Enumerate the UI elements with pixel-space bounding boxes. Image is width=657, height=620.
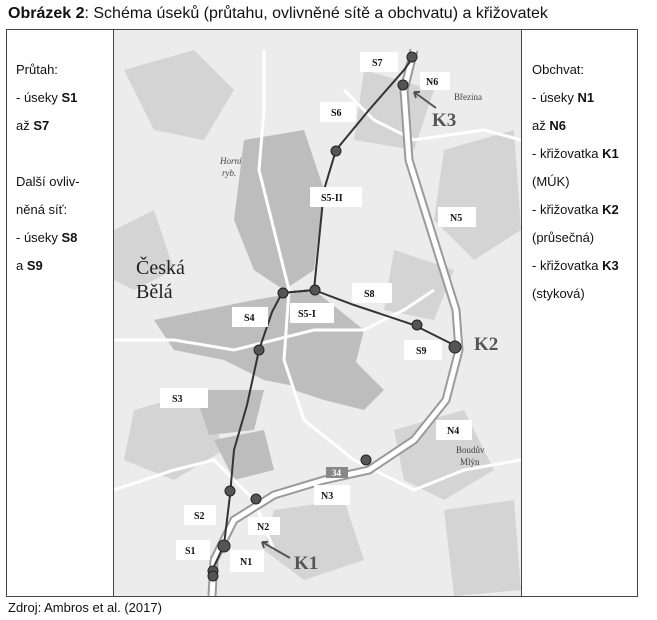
left-legend-line-text: a — [16, 258, 27, 273]
label-s8 — [352, 283, 392, 303]
label-s3 — [160, 388, 208, 408]
left-legend-line-code: S1 — [61, 90, 78, 105]
right-legend-line-code: K3 — [602, 258, 619, 273]
right-legend-line-text: (MÚK) — [532, 174, 570, 189]
place-horni: Horní — [220, 156, 242, 166]
svg-text:S1: S1 — [185, 546, 196, 557]
left-legend-line — [16, 140, 80, 168]
left-legend-line-code: S9 — [26, 258, 43, 273]
right-legend-line — [532, 56, 619, 84]
svg-text:S2: S2 — [194, 511, 205, 522]
label-s2 — [184, 505, 216, 525]
svg-text:S7: S7 — [372, 58, 383, 69]
left-legend-line-text: až — [16, 118, 34, 133]
road-map — [114, 30, 521, 596]
left-legend-line — [16, 112, 80, 140]
label-n5 — [438, 207, 476, 227]
source-note: Zdroj: Ambros et al. (2017) — [8, 600, 162, 615]
right-legend-line-text: (průsečná) — [532, 230, 595, 245]
right-legend-line-text: - křižovatka — [532, 202, 603, 217]
junction-k3-label: K3 — [432, 110, 457, 131]
label-s9 — [404, 340, 442, 360]
left-legend-line — [16, 168, 80, 196]
junction-k1-label: K1 — [294, 553, 319, 574]
right-legend-line-text: - křižovatka — [532, 146, 603, 161]
figure-title — [8, 5, 548, 23]
left-legend-line-text: - úseky — [16, 230, 62, 245]
svg-text:S6: S6 — [331, 108, 342, 119]
right-legend-line — [532, 252, 619, 280]
svg-text:S3: S3 — [172, 394, 183, 405]
town-name-line1: Česká — [136, 257, 185, 279]
figure-caption: : Schéma úseků (průtahu, ovlivněné sítě a obchvatu) a křižovatek — [84, 5, 548, 22]
right-legend-line-text: až — [532, 118, 550, 133]
label-s6 — [320, 102, 356, 122]
left-legend-line-code: S8 — [61, 230, 78, 245]
svg-text:S5-II: S5-II — [321, 193, 343, 204]
svg-text:S8: S8 — [364, 289, 375, 300]
right-legend-text — [532, 56, 619, 308]
left-legend-line-text: Průtah: — [16, 62, 58, 77]
label-n3 — [314, 485, 350, 505]
right-legend-line-code: K1 — [602, 146, 619, 161]
right-legend-line — [532, 168, 619, 196]
left-legend-line — [16, 196, 80, 224]
place-ryb: ryb. — [222, 168, 237, 178]
svg-text:N4: N4 — [447, 426, 460, 437]
left-legend-text — [16, 56, 80, 280]
road-map-svg — [114, 30, 521, 596]
place-brezina: Březina — [454, 92, 482, 102]
left-legend-line — [16, 252, 80, 280]
left-legend-line-text: Další ovliv- — [16, 174, 80, 189]
right-legend-line-code: N6 — [549, 118, 566, 133]
junction-k2-label: K2 — [474, 334, 499, 355]
left-legend-line-text: něná síť: — [16, 202, 68, 217]
left-legend-line — [16, 56, 80, 84]
svg-text:S9: S9 — [416, 346, 427, 357]
place-mlyn: Mlýn — [460, 457, 480, 467]
label-n2 — [248, 517, 280, 535]
svg-text:N6: N6 — [426, 77, 439, 88]
road-shield-number: 34 — [332, 468, 341, 478]
svg-text:N1: N1 — [240, 557, 253, 568]
svg-text:N2: N2 — [257, 522, 270, 533]
label-s5-ii — [310, 187, 362, 207]
figure-label: Obrázek 2 — [8, 5, 85, 22]
right-legend-line-code: K2 — [602, 202, 619, 217]
right-legend-line-code: N1 — [577, 90, 595, 105]
right-legend-line — [532, 280, 619, 308]
right-legend-line — [532, 112, 619, 140]
svg-text:S4: S4 — [244, 313, 255, 324]
label-s5-i — [290, 303, 334, 323]
svg-text:N3: N3 — [321, 491, 334, 502]
svg-text:S5-I: S5-I — [298, 309, 316, 320]
right-legend-line — [532, 196, 619, 224]
left-legend-line — [16, 84, 80, 112]
right-legend-line — [532, 140, 619, 168]
label-n4 — [436, 420, 472, 440]
place-boudov: Boudův — [456, 445, 485, 455]
left-legend-line-code: S7 — [33, 118, 50, 133]
label-s4 — [232, 307, 268, 327]
right-legend-line-text: - úseky — [532, 90, 578, 105]
svg-text:N5: N5 — [450, 213, 463, 224]
town-name-line2: Bělá — [136, 281, 173, 303]
label-n6 — [420, 72, 450, 90]
right-legend-line-text: - křižovatka — [532, 258, 603, 273]
left-legend-line-text: - úseky — [16, 90, 62, 105]
label-s7 — [360, 52, 398, 72]
left-legend-line — [16, 224, 80, 252]
label-s1 — [176, 540, 210, 560]
right-legend-line — [532, 224, 619, 252]
right-legend-line-text: Obchvat: — [532, 62, 585, 77]
right-legend-line — [532, 84, 619, 112]
label-n1 — [230, 550, 264, 572]
right-legend-line-text: (styková) — [532, 286, 585, 301]
